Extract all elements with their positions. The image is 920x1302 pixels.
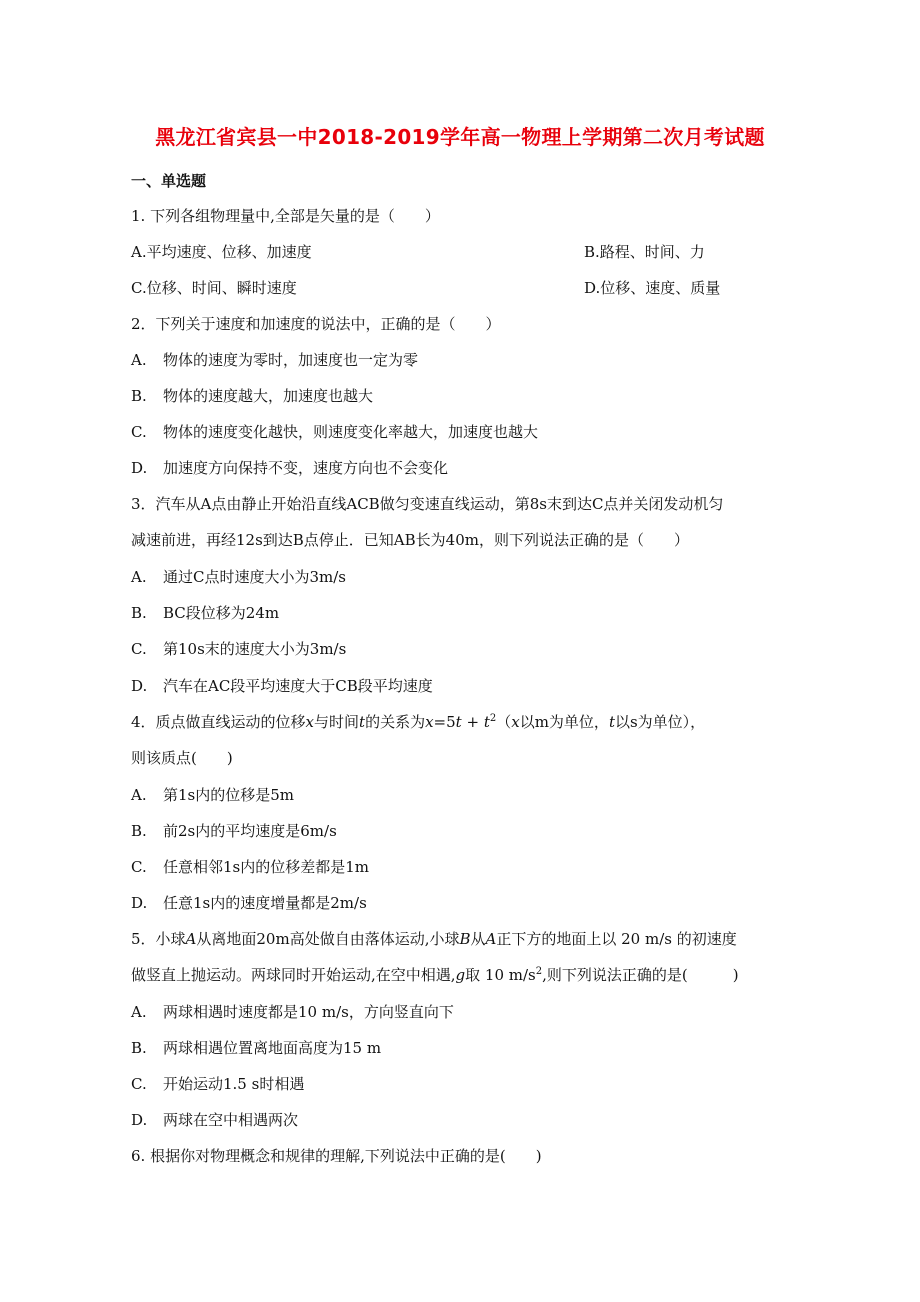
- question-5-option-a: A. 两球相遇时速度都是10 m/s，方向竖直向下: [131, 1003, 454, 1021]
- question-4-option-b: B. 前2s内的平均速度是6m/s: [131, 822, 337, 840]
- section-heading: 一、单选题: [131, 172, 207, 190]
- question-3-option-b: B. BC段位移为24m: [131, 604, 280, 622]
- question-2-stem: 2．下列关于速度和加速度的说法中，正确的是（ ）: [131, 315, 501, 333]
- question-5-stem-line-2: 做竖直上抛运动。两球同时开始运动,在空中相遇,g取 10 $m/s^2$,则下列说法正确的是( ): [131, 966, 739, 984]
- question-3-option-a: A. 通过C点时速度大小为3m/s: [131, 568, 346, 586]
- question-4-option-a: A. 第1s内的位移是5m: [131, 786, 295, 804]
- question-5-option-b: B. 两球相遇位置离地面高度为15 m: [131, 1039, 382, 1057]
- question-1-option-c: C.位移、时间、瞬时速度: [131, 279, 297, 297]
- question-1-option-d: D.位移、速度、质量: [584, 279, 721, 297]
- question-3-option-c: C. 第10s末的速度大小为3m/s: [131, 640, 347, 658]
- question-4-option-d: D. 任意1s内的速度增量都是2m/s: [131, 894, 367, 912]
- question-5-option-d: D. 两球在空中相遇两次: [131, 1111, 299, 1129]
- question-2-option-b: B. 物体的速度越大，加速度也越大: [131, 387, 374, 405]
- question-5-stem-line-1: 5．小球A从离地面20m高处做自由落体运动,小球B从A正下方的地面上以 20 m/s 的初速度: [131, 930, 737, 948]
- question-3-option-d: D. 汽车在AC段平均速度大于CB段平均速度: [131, 677, 433, 695]
- question-1-option-a: A.平均速度、位移、加速度: [131, 243, 312, 261]
- question-1-stem: 1. 下列各组物理量中,全部是矢量的是（ ）: [131, 207, 440, 225]
- question-4-option-c: C. 任意相邻1s内的位移差都是1m: [131, 858, 370, 876]
- question-3-stem-line-2: 减速前进，再经12s到达B点停止．已知AB长为40m，则下列说法正确的是（ ）: [131, 531, 689, 549]
- question-6-stem: 6. 根据你对物理概念和规律的理解,下列说法中正确的是( ): [131, 1147, 542, 1165]
- question-1-option-b: B.路程、时间、力: [584, 243, 705, 261]
- question-2-option-d: D. 加速度方向保持不变，速度方向也不会变化: [131, 459, 449, 477]
- question-4-stem-line-1: 4．质点做直线运动的位移x与时间t的关系为$x=5t + t^2(x$以m为单位，t以s为单位），: [131, 713, 706, 731]
- question-2-option-c: C. 物体的速度变化越快，则速度变化率越大，加速度也越大: [131, 423, 539, 441]
- question-5-option-c: C. 开始运动1.5 s时相遇: [131, 1075, 305, 1093]
- question-2-option-a: A. 物体的速度为零时，加速度也一定为零: [131, 351, 419, 369]
- question-4-stem-line-2: 则该质点( ): [131, 749, 233, 767]
- page-title: 黑龙江省宾县一中2018-2019学年高一物理上学期第二次月考试题: [155, 125, 765, 149]
- question-3-stem-line-1: 3．汽车从A点由静止开始沿直线ACB做匀变速直线运动，第8s末到达C点并关闭发动机匀: [131, 495, 724, 513]
